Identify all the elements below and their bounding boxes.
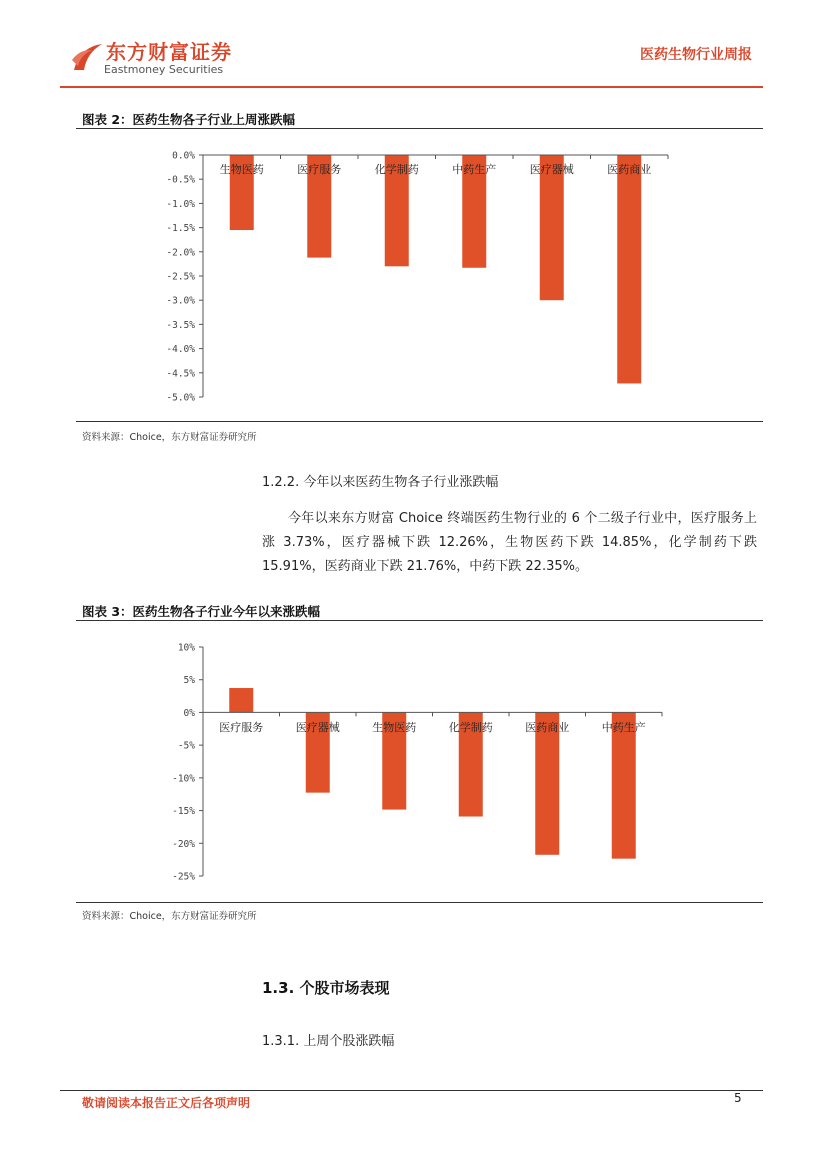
category-label: 化学制药 <box>448 721 493 734</box>
y-tick-label: -5.0% <box>166 392 195 404</box>
y-tick-label: 0.0% <box>172 150 195 162</box>
section-13-heading: 1.3. 个股市场表现 <box>262 979 390 997</box>
y-tick-label: -25% <box>172 871 195 883</box>
figure2-title: 图表 2：医药生物各子行业上周涨跌幅 <box>82 112 296 127</box>
figure2-source: 资料来源：Choice，东方财富证券研究所 <box>82 432 257 443</box>
y-tick-label: -3.5% <box>166 319 195 331</box>
y-tick-label: -2.0% <box>166 247 195 259</box>
y-tick-label: -4.0% <box>166 344 195 356</box>
figure3-source: 资料来源：Choice，东方财富证券研究所 <box>82 911 257 922</box>
y-tick-label: 5% <box>183 675 195 687</box>
category-label: 医疗器械 <box>529 163 574 176</box>
y-tick-label: -1.0% <box>166 198 195 210</box>
category-label: 医疗服务 <box>297 163 342 176</box>
page-number: 5 <box>734 1091 742 1105</box>
category-label: 医药商业 <box>525 721 570 734</box>
category-label: 医药商业 <box>607 163 652 176</box>
category-label: 医疗服务 <box>219 721 264 734</box>
y-tick-label: 10% <box>177 642 195 654</box>
category-label: 生物医药 <box>372 721 417 734</box>
bar <box>229 688 253 712</box>
footer-divider <box>60 1090 763 1091</box>
figure3-bottom-rule <box>76 902 763 903</box>
bar <box>612 712 636 858</box>
y-tick-label: -20% <box>172 838 195 850</box>
y-tick-label: -4.5% <box>166 368 195 380</box>
y-tick-label: -2.5% <box>166 271 195 283</box>
y-tick-label: -3.0% <box>166 295 195 307</box>
y-tick-label: -10% <box>172 773 195 785</box>
figure3-title: 图表 3：医药生物各子行业今年以来涨跌幅 <box>82 604 321 619</box>
footer-disclaimer: 敬请阅读本报告正文后各项声明 <box>82 1096 251 1110</box>
y-tick-label: -0.5% <box>166 174 195 186</box>
category-label: 生物医药 <box>219 163 264 176</box>
section-122-paragraph: 今年以来东方财富 Choice 终端医药生物行业的 6 个二级子行业中，医疗服务上涨 3.73%，医疗器械下跌 12.26%，生物医药下跌 14.85%，化学制药下跌 15.91%，医药商业下跌 21.76%，中药下跌 22.35%。 <box>262 511 757 574</box>
section-131-heading: 1.3.1. 上周个股涨跌幅 <box>262 1034 395 1049</box>
y-tick-label: -5% <box>177 740 195 752</box>
category-label: 中药生产 <box>601 721 646 734</box>
brand-name-en: Eastmoney Securities <box>104 63 224 76</box>
report-type: 医药生物行业周报 <box>640 47 752 63</box>
category-label: 化学制药 <box>374 163 419 176</box>
category-label: 医疗器械 <box>295 721 340 734</box>
category-label: 中药生产 <box>452 163 497 176</box>
brand-name: 东方财富证券 <box>106 40 232 64</box>
section-122-heading: 1.2.2. 今年以来医药生物各子行业涨跌幅 <box>262 475 499 490</box>
y-tick-label: -1.5% <box>166 223 195 235</box>
y-tick-label: -15% <box>172 806 195 818</box>
y-tick-label: 0% <box>183 707 195 719</box>
